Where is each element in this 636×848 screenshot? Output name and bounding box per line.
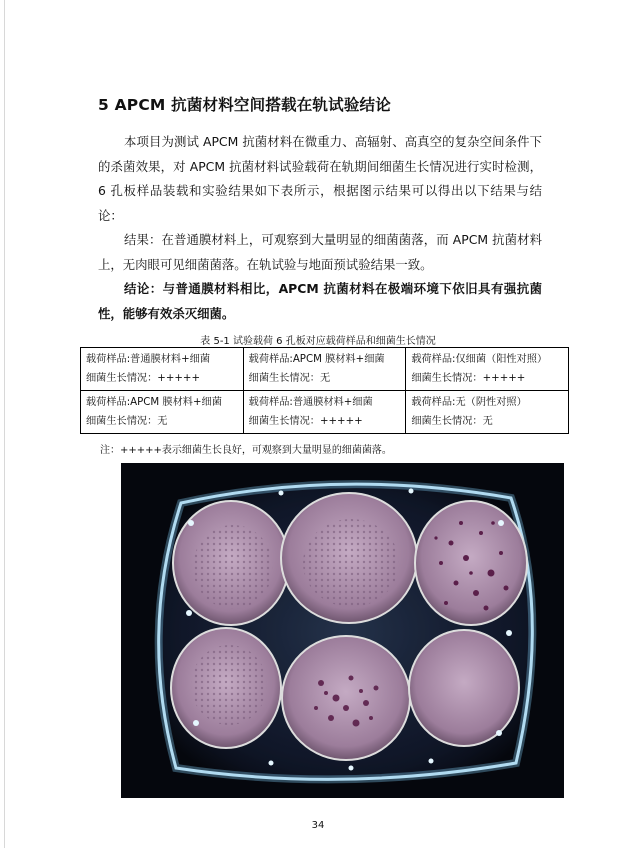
table-row	[81, 348, 569, 391]
table-caption: 表 5-1 试验载荷 6 孔板对应载荷样品和细菌生长情况	[200, 336, 436, 347]
growth-label: 细菌生长情况：无	[411, 416, 493, 427]
result-paragraph: 结果：在普通膜材料上，可观察到大量明显的细菌菌落，而 APCM 抗菌材料上，无肉眼可见细菌菌落。在轨试验与地面预试验结果一致。	[98, 232, 542, 272]
growth-label: 细菌生长情况：无	[248, 373, 331, 384]
table-cell	[243, 348, 406, 391]
results-table	[80, 347, 569, 434]
table-cell	[81, 391, 244, 434]
sample-label: 载荷样品:APCM 膜材料+细菌	[86, 397, 222, 408]
well-bottom-left	[171, 628, 281, 748]
sample-label: 载荷样品:普通膜材料+细菌	[86, 354, 211, 365]
section-heading: 5 APCM 抗菌材料空间搭载在轨试验结论	[98, 96, 391, 114]
growth-label: 细菌生长情况：+++++	[411, 373, 526, 384]
well-top-right	[415, 501, 527, 625]
page-number: 34	[311, 820, 325, 831]
intro-paragraph: 本项目为测试 APCM 抗菌材料在微重力、高辐射、高真空的复杂空间条件下的杀菌效果，对 APCM 抗菌材料试验载荷在轨期间细菌生长情况进行实时检测，6 孔板样品装载和实验结果如下表所示，根据图示结果可以得出以下结果与结论：	[98, 134, 542, 223]
well-top-middle	[281, 493, 417, 623]
table-cell	[406, 391, 569, 434]
sample-label: 载荷样品:普通膜材料+细菌	[248, 397, 373, 408]
sample-label: 载荷样品:无（阴性对照）	[411, 397, 527, 408]
plate-illustration	[121, 463, 564, 798]
well-bottom-middle	[282, 636, 410, 760]
sample-label: 载荷样品:仅细菌（阳性对照）	[411, 354, 548, 365]
conclusion-paragraph	[98, 277, 542, 326]
growth-label: 细菌生长情况：+++++	[248, 416, 363, 427]
well-bottom-right	[409, 630, 519, 746]
growth-label: 细菌生长情况：+++++	[86, 373, 200, 384]
table-cell	[81, 348, 244, 391]
table-cell	[406, 348, 569, 391]
table-row	[81, 391, 569, 434]
well-top-left	[173, 501, 289, 625]
conclusion-text: 结论：与普通膜材料相比，APCM 抗菌材料在极端环境下依旧具有强抗菌性，能够有效杀灭细菌。	[98, 281, 542, 321]
sample-label: 载荷样品:APCM 膜材料+细菌	[248, 354, 385, 365]
growth-label: 细菌生长情况：无	[86, 416, 168, 427]
table-note: 注：+++++表示细菌生长良好，可观察到大量明显的细菌菌落。	[100, 445, 392, 456]
page-border	[4, 0, 5, 848]
table-cell	[243, 391, 406, 434]
six-well-plate-photo	[121, 463, 564, 798]
